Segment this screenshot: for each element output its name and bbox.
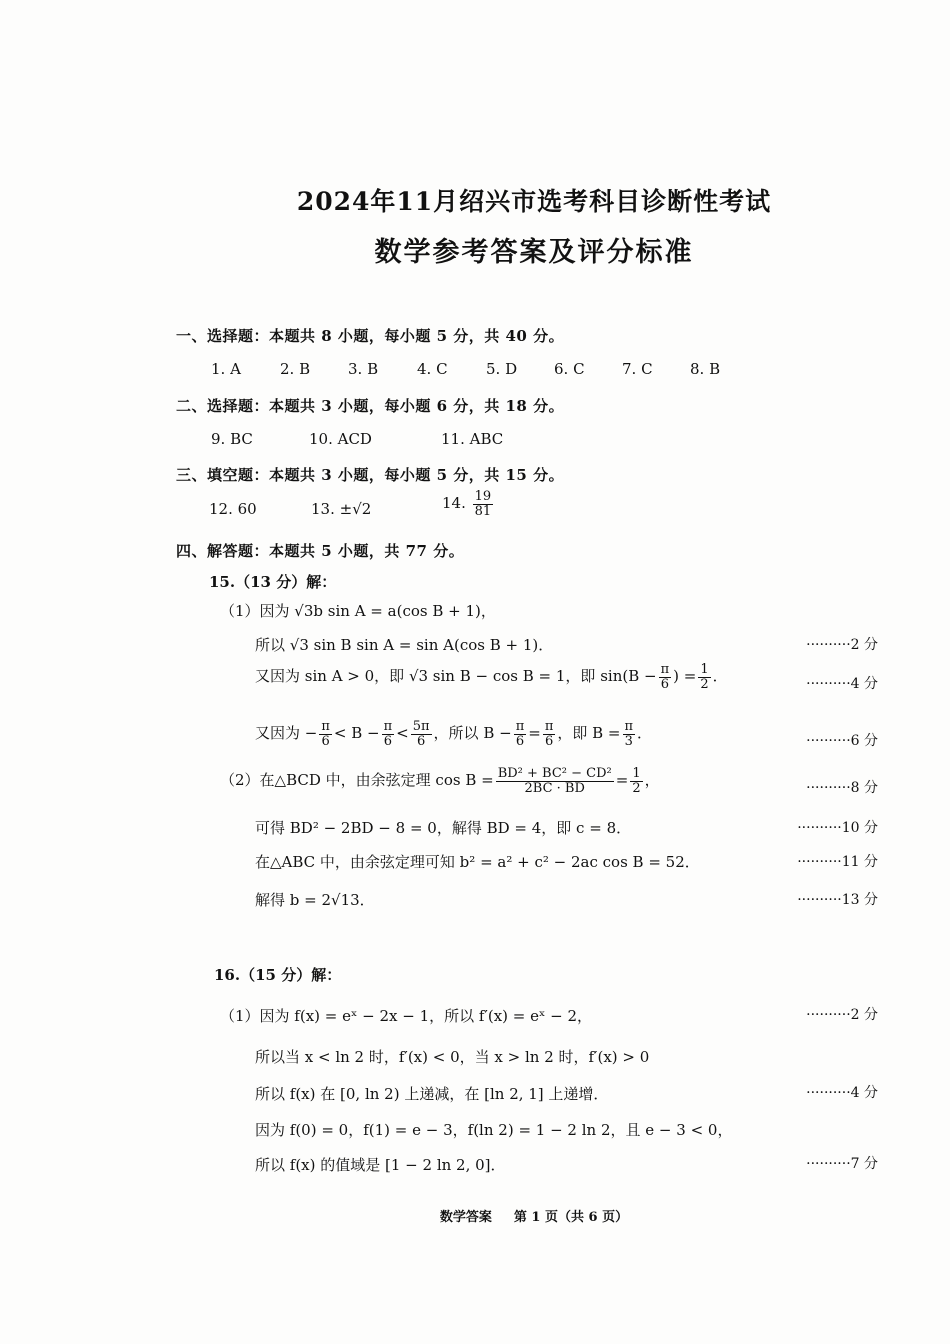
q15-line-4 bbox=[255, 720, 652, 748]
footer-page-number: 第 1 页（共 6 页） bbox=[513, 1210, 629, 1225]
q15-line-4-frac-6 bbox=[623, 720, 636, 748]
q15-line-5-text-a: （2）在△BCD 中，由余弦定理 cos B = bbox=[220, 771, 494, 790]
q15-line-3-frac-pi6 bbox=[659, 663, 672, 691]
q15-line-5-text-b: = bbox=[615, 771, 629, 790]
page-footer bbox=[0, 1206, 950, 1225]
q15-line-5-text-c: ， bbox=[644, 771, 660, 790]
answer-14-numerator: 19 bbox=[474, 489, 492, 504]
answer-6: 6. C bbox=[554, 360, 585, 378]
q16-line-2: 所以当 x < ln 2 时，f′(x) < 0，当 x > ln 2 时，f′(x) > 0 bbox=[255, 1048, 650, 1066]
q15-line-4-frac-2-den: 6 bbox=[383, 733, 392, 749]
q15-line-4-frac-6-num: π bbox=[624, 719, 634, 734]
q15-line-4-frac-1-num: π bbox=[321, 719, 330, 734]
answer-1: 1. A bbox=[211, 360, 241, 378]
q15-line-3-frac-half-den: 2 bbox=[700, 676, 709, 692]
answer-12: 12. 60 bbox=[209, 500, 257, 518]
q15-line-4-text-a: 又因为 − bbox=[255, 724, 318, 743]
q15-line-4-frac-5-den: 6 bbox=[544, 733, 554, 749]
exam-title: 2024年11月绍兴市选考科目诊断性考试 bbox=[296, 187, 772, 216]
answer-9: 9. BC bbox=[211, 430, 253, 448]
answer-11: 11. ABC bbox=[441, 430, 504, 448]
q15-line-4-frac-2-num: π bbox=[383, 719, 393, 734]
q15-line-6: 可得 BD² − 2BD − 8 = 0，解得 BD = 4，即 c = 8． bbox=[255, 819, 632, 837]
q16-heading: 16.（15 分）解： bbox=[214, 966, 342, 984]
q15-line-3-text-c: ． bbox=[712, 667, 728, 686]
q15-line-4-text-f: ，即 B = bbox=[557, 724, 621, 743]
footer-label: 数学答案 bbox=[439, 1210, 492, 1225]
q15-line-3-frac-half bbox=[698, 663, 710, 691]
q15-points-10: ··········10 分 bbox=[797, 820, 878, 836]
answer-14-fraction bbox=[473, 490, 494, 518]
section1-heading: 一、选择题：本题共 8 小题，每小题 5 分，共 40 分。 bbox=[176, 327, 565, 345]
answer-8: 8. B bbox=[690, 360, 721, 378]
q15-points-6: ··········6 分 bbox=[806, 733, 878, 749]
q16-line-4: 因为 f(0) = 0，f(1) = e − 3，f(ln 2) = 1 − 2 ln 2，且 e − 3 < 0， bbox=[255, 1121, 733, 1139]
section4-heading: 四、解答题：本题共 5 小题，共 77 分。 bbox=[176, 542, 465, 560]
answer-3: 3. B bbox=[348, 360, 379, 378]
q16-line-3: 所以 f(x) 在 [0, ln 2) 上递减，在 [ln 2, 1] 上递增． bbox=[255, 1085, 609, 1103]
q16-points-7: ··········7 分 bbox=[806, 1156, 878, 1172]
q15-line-5-frac-cos-den: 2BC · BD bbox=[524, 780, 585, 796]
q15-line-4-frac-1 bbox=[319, 720, 332, 748]
q15-line-4-frac-3-num: 5π bbox=[412, 719, 430, 734]
q15-line-5-frac-cos-num: BD² + BC² − CD² bbox=[497, 766, 612, 781]
answer-10: 10. ACD bbox=[309, 430, 372, 448]
answer-2: 2. B bbox=[280, 360, 311, 378]
q15-points-2: ··········2 分 bbox=[806, 637, 878, 653]
q15-line-4-frac-4-num: π bbox=[515, 719, 525, 734]
q15-line-5-frac-half-den: 2 bbox=[632, 780, 641, 796]
q15-line-4-text-d: ，所以 B − bbox=[433, 724, 512, 743]
q15-line-4-frac-2 bbox=[382, 720, 395, 748]
section3-heading: 三、填空题：本题共 3 小题，每小题 5 分，共 15 分。 bbox=[176, 466, 565, 484]
q15-line-7: 在△ABC 中，由余弦定理可知 b² = a² + c² − 2ac cos B = 52． bbox=[255, 853, 700, 871]
q15-line-3-frac-pi6-num: π bbox=[660, 662, 670, 677]
answer-5: 5. D bbox=[486, 360, 518, 378]
q15-line-4-text-e: = bbox=[528, 724, 541, 743]
q15-line-4-frac-3 bbox=[411, 720, 432, 748]
answer-7: 7. C bbox=[622, 360, 653, 378]
q15-line-3-text-a: 又因为 sin A > 0，即 √3 sin B − cos B = 1，即 sin(B − bbox=[255, 667, 657, 686]
q15-line-4-frac-5 bbox=[543, 720, 556, 748]
q15-line-4-frac-4-den: 6 bbox=[515, 733, 525, 749]
q15-line-3 bbox=[255, 663, 728, 691]
q15-line-5-frac-half-num: 1 bbox=[632, 766, 641, 781]
q15-line-2: 所以 √3 sin B sin A = sin A(cos B + 1)． bbox=[255, 636, 554, 654]
q15-heading: 15.（13 分）解： bbox=[209, 573, 337, 591]
q15-line-5 bbox=[220, 767, 660, 795]
q16-line-5: 所以 f(x) 的值域是 [1 − 2 ln 2, 0]． bbox=[255, 1156, 506, 1174]
answer-14-denominator: 81 bbox=[474, 503, 492, 519]
q15-points-11: ··········11 分 bbox=[797, 854, 878, 870]
q15-line-4-frac-1-den: 6 bbox=[321, 733, 330, 749]
q15-points-4: ··········4 分 bbox=[806, 676, 878, 692]
q15-line-4-text-c: < bbox=[396, 724, 409, 743]
q15-line-4-frac-5-num: π bbox=[544, 719, 554, 734]
q15-line-4-text-b: < B − bbox=[333, 724, 380, 743]
q15-line-4-frac-4 bbox=[514, 720, 527, 748]
q15-line-1: （1）因为 √3b sin A = a(cos B + 1)， bbox=[220, 602, 496, 620]
section2-heading: 二、选择题：本题共 3 小题，每小题 6 分，共 18 分。 bbox=[176, 397, 565, 415]
q16-points-4: ··········4 分 bbox=[806, 1085, 878, 1101]
q15-points-8: ··········8 分 bbox=[806, 780, 878, 796]
q16-points-2: ··········2 分 bbox=[806, 1007, 878, 1023]
q15-line-3-frac-pi6-den: 6 bbox=[660, 676, 669, 692]
answer-4: 4. C bbox=[417, 360, 448, 378]
answer-13: 13. ±√2 bbox=[311, 500, 372, 518]
q15-line-3-text-b: ) = bbox=[673, 667, 697, 686]
q15-line-3-frac-half-num: 1 bbox=[700, 662, 709, 677]
q15-line-4-frac-3-den: 6 bbox=[416, 733, 426, 749]
answer-14 bbox=[442, 490, 495, 518]
q15-line-5-frac-half bbox=[630, 767, 642, 795]
q15-points-13: ··········13 分 bbox=[797, 892, 878, 908]
q15-line-8: 解得 b = 2√13． bbox=[255, 891, 375, 909]
q16-line-1: （1）因为 f(x) = eˣ − 2x − 1，所以 f′(x) = eˣ − 2， bbox=[220, 1007, 592, 1025]
document-subtitle: 数学参考答案及评分标准 bbox=[374, 237, 694, 268]
q15-line-5-frac-cos bbox=[496, 767, 614, 795]
q15-line-4-frac-6-den: 3 bbox=[624, 733, 633, 749]
q15-line-4-text-g: ． bbox=[637, 724, 653, 743]
answer-14-label: 14. bbox=[442, 494, 466, 513]
